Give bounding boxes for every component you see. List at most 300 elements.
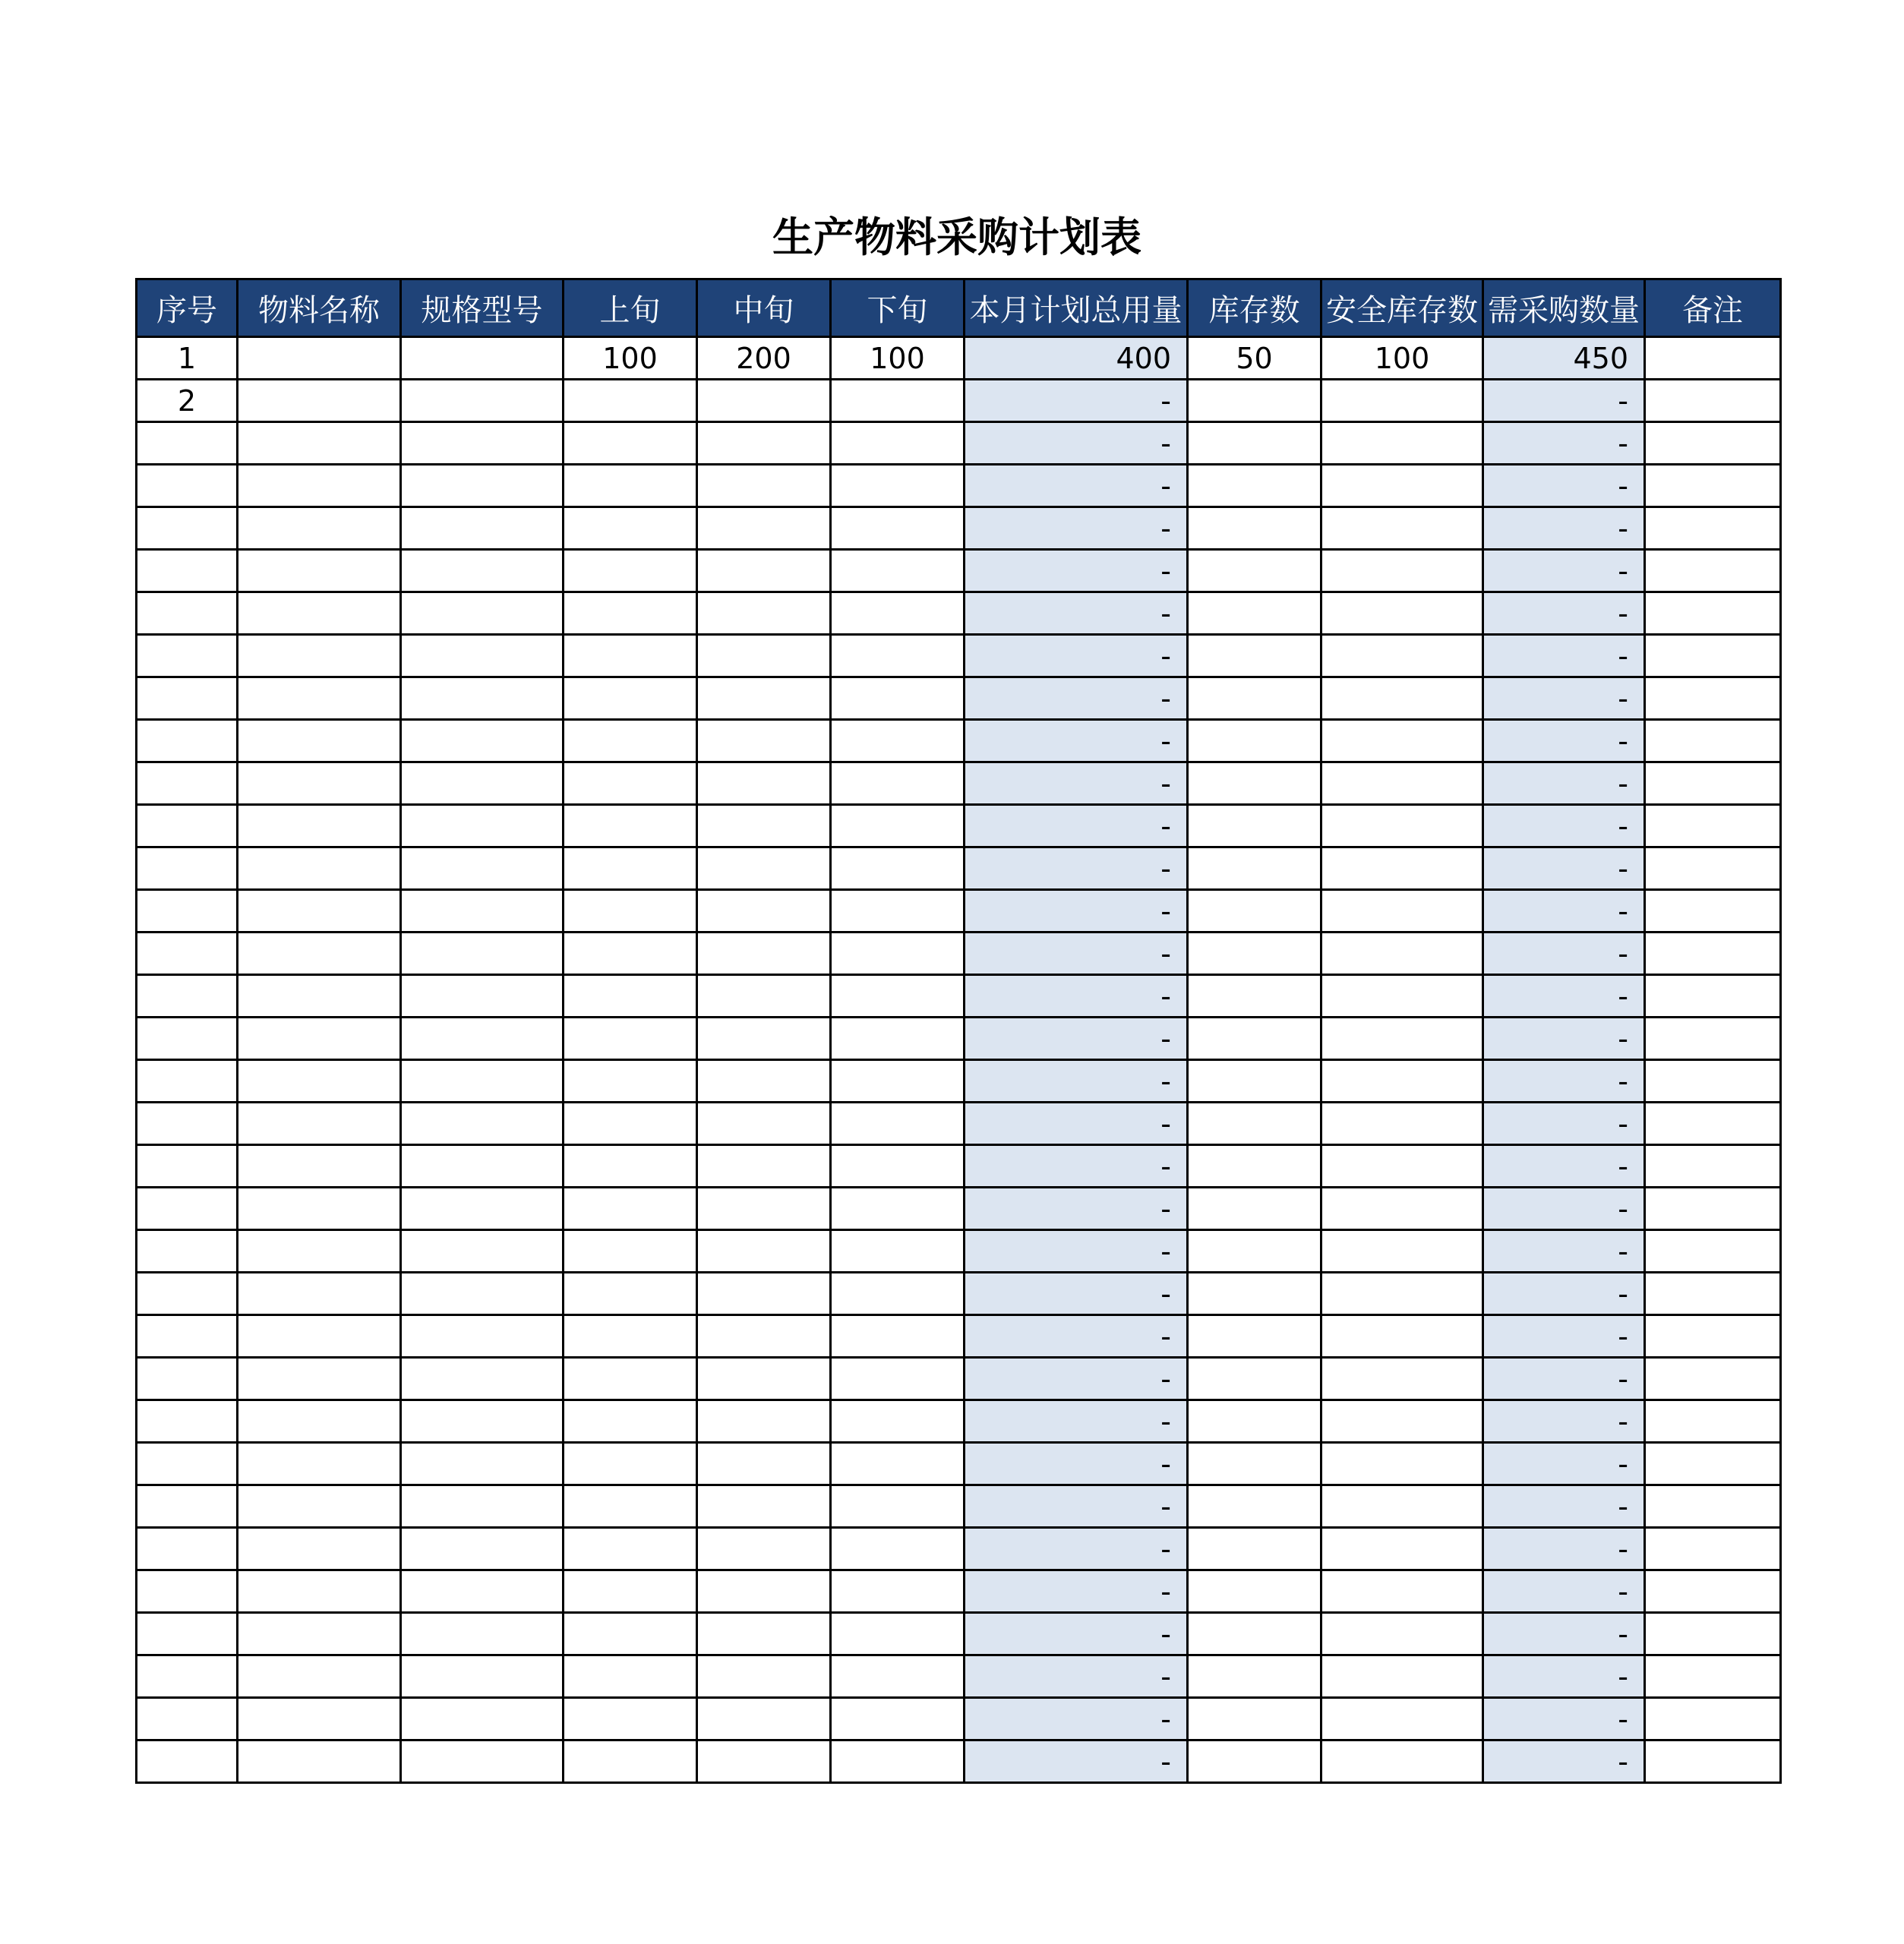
- late-month-cell[interactable]: [831, 1273, 965, 1315]
- monthly-total-cell[interactable]: -: [965, 635, 1188, 677]
- late-month-cell[interactable]: [831, 1698, 965, 1740]
- safety-stock-cell[interactable]: [1321, 1528, 1483, 1570]
- early-month-cell[interactable]: [564, 550, 697, 592]
- purchase-qty-cell[interactable]: -: [1483, 1485, 1645, 1528]
- spec-model-cell[interactable]: [401, 380, 564, 422]
- mid-month-cell[interactable]: [697, 1400, 831, 1443]
- monthly-total-cell[interactable]: -: [965, 1358, 1188, 1400]
- spec-model-cell[interactable]: [401, 975, 564, 1018]
- index-cell[interactable]: [137, 422, 238, 465]
- stock-cell[interactable]: [1188, 465, 1321, 507]
- spec-model-cell[interactable]: [401, 550, 564, 592]
- monthly-total-cell[interactable]: -: [965, 465, 1188, 507]
- purchase-qty-cell[interactable]: -: [1483, 975, 1645, 1018]
- index-cell[interactable]: [137, 933, 238, 975]
- stock-cell[interactable]: [1188, 975, 1321, 1018]
- safety-stock-cell[interactable]: [1321, 762, 1483, 805]
- index-cell[interactable]: [137, 1103, 238, 1145]
- spec-model-cell[interactable]: [401, 1570, 564, 1613]
- mid-month-cell[interactable]: [697, 933, 831, 975]
- mid-month-cell[interactable]: [697, 1570, 831, 1613]
- remarks-cell[interactable]: [1645, 1698, 1781, 1740]
- safety-stock-cell[interactable]: [1321, 1230, 1483, 1273]
- early-month-cell[interactable]: 100: [564, 337, 697, 380]
- index-cell[interactable]: [137, 1315, 238, 1358]
- index-cell[interactable]: [137, 635, 238, 677]
- stock-cell[interactable]: [1188, 762, 1321, 805]
- purchase-qty-cell[interactable]: -: [1483, 1740, 1645, 1783]
- safety-stock-cell[interactable]: [1321, 635, 1483, 677]
- monthly-total-cell[interactable]: -: [965, 1485, 1188, 1528]
- safety-stock-cell[interactable]: [1321, 720, 1483, 762]
- material-name-cell[interactable]: [238, 1273, 401, 1315]
- early-month-cell[interactable]: [564, 1103, 697, 1145]
- mid-month-cell[interactable]: [697, 847, 831, 890]
- stock-cell[interactable]: [1188, 1443, 1321, 1485]
- spec-model-cell[interactable]: [401, 933, 564, 975]
- index-cell[interactable]: [137, 975, 238, 1018]
- index-cell[interactable]: 2: [137, 380, 238, 422]
- monthly-total-cell[interactable]: -: [965, 1315, 1188, 1358]
- remarks-cell[interactable]: [1645, 1400, 1781, 1443]
- index-cell[interactable]: [137, 1698, 238, 1740]
- monthly-total-cell[interactable]: -: [965, 1103, 1188, 1145]
- monthly-total-cell[interactable]: -: [965, 1230, 1188, 1273]
- early-month-cell[interactable]: [564, 762, 697, 805]
- monthly-total-cell[interactable]: -: [965, 592, 1188, 635]
- spec-model-cell[interactable]: [401, 1230, 564, 1273]
- late-month-cell[interactable]: [831, 507, 965, 550]
- monthly-total-cell[interactable]: -: [965, 677, 1188, 720]
- remarks-cell[interactable]: [1645, 762, 1781, 805]
- index-cell[interactable]: [137, 847, 238, 890]
- index-cell[interactable]: [137, 1060, 238, 1103]
- stock-cell[interactable]: [1188, 1655, 1321, 1698]
- monthly-total-cell[interactable]: -: [965, 1613, 1188, 1655]
- material-name-cell[interactable]: [238, 635, 401, 677]
- remarks-cell[interactable]: [1645, 1655, 1781, 1698]
- safety-stock-cell[interactable]: 100: [1321, 337, 1483, 380]
- purchase-qty-cell[interactable]: -: [1483, 507, 1645, 550]
- index-cell[interactable]: [137, 1145, 238, 1188]
- material-name-cell[interactable]: [238, 933, 401, 975]
- early-month-cell[interactable]: [564, 380, 697, 422]
- late-month-cell[interactable]: [831, 1103, 965, 1145]
- late-month-cell[interactable]: [831, 1358, 965, 1400]
- purchase-qty-cell[interactable]: -: [1483, 422, 1645, 465]
- early-month-cell[interactable]: [564, 1230, 697, 1273]
- late-month-cell[interactable]: [831, 1740, 965, 1783]
- mid-month-cell[interactable]: [697, 1145, 831, 1188]
- late-month-cell[interactable]: 100: [831, 337, 965, 380]
- monthly-total-cell[interactable]: -: [965, 805, 1188, 847]
- early-month-cell[interactable]: [564, 1485, 697, 1528]
- stock-cell[interactable]: [1188, 890, 1321, 933]
- spec-model-cell[interactable]: [401, 1400, 564, 1443]
- monthly-total-cell[interactable]: -: [965, 380, 1188, 422]
- remarks-cell[interactable]: [1645, 1358, 1781, 1400]
- early-month-cell[interactable]: [564, 1145, 697, 1188]
- monthly-total-cell[interactable]: -: [965, 422, 1188, 465]
- purchase-qty-cell[interactable]: -: [1483, 1570, 1645, 1613]
- remarks-cell[interactable]: [1645, 635, 1781, 677]
- material-name-cell[interactable]: [238, 762, 401, 805]
- index-cell[interactable]: [137, 1273, 238, 1315]
- purchase-qty-cell[interactable]: -: [1483, 1273, 1645, 1315]
- safety-stock-cell[interactable]: [1321, 550, 1483, 592]
- late-month-cell[interactable]: [831, 1400, 965, 1443]
- material-name-cell[interactable]: [238, 422, 401, 465]
- monthly-total-cell[interactable]: -: [965, 1570, 1188, 1613]
- purchase-qty-cell[interactable]: -: [1483, 1655, 1645, 1698]
- safety-stock-cell[interactable]: [1321, 975, 1483, 1018]
- purchase-qty-cell[interactable]: -: [1483, 1358, 1645, 1400]
- safety-stock-cell[interactable]: [1321, 1358, 1483, 1400]
- remarks-cell[interactable]: [1645, 422, 1781, 465]
- late-month-cell[interactable]: [831, 1485, 965, 1528]
- remarks-cell[interactable]: [1645, 677, 1781, 720]
- spec-model-cell[interactable]: [401, 422, 564, 465]
- late-month-cell[interactable]: [831, 805, 965, 847]
- spec-model-cell[interactable]: [401, 1060, 564, 1103]
- purchase-qty-cell[interactable]: -: [1483, 847, 1645, 890]
- early-month-cell[interactable]: [564, 1315, 697, 1358]
- stock-cell[interactable]: [1188, 1400, 1321, 1443]
- safety-stock-cell[interactable]: [1321, 465, 1483, 507]
- safety-stock-cell[interactable]: [1321, 1485, 1483, 1528]
- stock-cell[interactable]: [1188, 847, 1321, 890]
- purchase-qty-cell[interactable]: -: [1483, 762, 1645, 805]
- remarks-cell[interactable]: [1645, 1018, 1781, 1060]
- early-month-cell[interactable]: [564, 1613, 697, 1655]
- remarks-cell[interactable]: [1645, 1570, 1781, 1613]
- late-month-cell[interactable]: [831, 1018, 965, 1060]
- stock-cell[interactable]: [1188, 380, 1321, 422]
- stock-cell[interactable]: [1188, 1570, 1321, 1613]
- mid-month-cell[interactable]: [697, 1230, 831, 1273]
- early-month-cell[interactable]: [564, 933, 697, 975]
- safety-stock-cell[interactable]: [1321, 847, 1483, 890]
- spec-model-cell[interactable]: [401, 465, 564, 507]
- mid-month-cell[interactable]: [697, 1655, 831, 1698]
- stock-cell[interactable]: [1188, 1018, 1321, 1060]
- material-name-cell[interactable]: [238, 1230, 401, 1273]
- index-cell[interactable]: [137, 1358, 238, 1400]
- early-month-cell[interactable]: [564, 465, 697, 507]
- purchase-qty-cell[interactable]: -: [1483, 1613, 1645, 1655]
- purchase-qty-cell[interactable]: -: [1483, 1103, 1645, 1145]
- early-month-cell[interactable]: [564, 1570, 697, 1613]
- purchase-qty-cell[interactable]: -: [1483, 933, 1645, 975]
- mid-month-cell[interactable]: [697, 1528, 831, 1570]
- remarks-cell[interactable]: [1645, 933, 1781, 975]
- late-month-cell[interactable]: [831, 1188, 965, 1230]
- early-month-cell[interactable]: [564, 635, 697, 677]
- early-month-cell[interactable]: [564, 720, 697, 762]
- purchase-qty-cell[interactable]: -: [1483, 592, 1645, 635]
- remarks-cell[interactable]: [1645, 1188, 1781, 1230]
- spec-model-cell[interactable]: [401, 890, 564, 933]
- safety-stock-cell[interactable]: [1321, 380, 1483, 422]
- mid-month-cell[interactable]: [697, 1613, 831, 1655]
- mid-month-cell[interactable]: [697, 975, 831, 1018]
- stock-cell[interactable]: [1188, 1273, 1321, 1315]
- mid-month-cell[interactable]: [697, 550, 831, 592]
- remarks-cell[interactable]: [1645, 1485, 1781, 1528]
- index-cell[interactable]: [137, 1528, 238, 1570]
- safety-stock-cell[interactable]: [1321, 507, 1483, 550]
- material-name-cell[interactable]: [238, 1528, 401, 1570]
- spec-model-cell[interactable]: [401, 1188, 564, 1230]
- remarks-cell[interactable]: [1645, 380, 1781, 422]
- monthly-total-cell[interactable]: -: [965, 1528, 1188, 1570]
- index-cell[interactable]: [137, 1400, 238, 1443]
- purchase-qty-cell[interactable]: -: [1483, 1230, 1645, 1273]
- monthly-total-cell[interactable]: -: [965, 847, 1188, 890]
- remarks-cell[interactable]: [1645, 465, 1781, 507]
- index-cell[interactable]: [137, 1485, 238, 1528]
- late-month-cell[interactable]: [831, 635, 965, 677]
- mid-month-cell[interactable]: 200: [697, 337, 831, 380]
- remarks-cell[interactable]: [1645, 1613, 1781, 1655]
- material-name-cell[interactable]: [238, 1400, 401, 1443]
- early-month-cell[interactable]: [564, 1528, 697, 1570]
- remarks-cell[interactable]: [1645, 592, 1781, 635]
- early-month-cell[interactable]: [564, 677, 697, 720]
- remarks-cell[interactable]: [1645, 720, 1781, 762]
- mid-month-cell[interactable]: [697, 1273, 831, 1315]
- mid-month-cell[interactable]: [697, 465, 831, 507]
- remarks-cell[interactable]: [1645, 1443, 1781, 1485]
- stock-cell[interactable]: [1188, 933, 1321, 975]
- index-cell[interactable]: [137, 507, 238, 550]
- material-name-cell[interactable]: [238, 1103, 401, 1145]
- safety-stock-cell[interactable]: [1321, 933, 1483, 975]
- mid-month-cell[interactable]: [697, 677, 831, 720]
- monthly-total-cell[interactable]: -: [965, 890, 1188, 933]
- late-month-cell[interactable]: [831, 1230, 965, 1273]
- purchase-qty-cell[interactable]: -: [1483, 1315, 1645, 1358]
- remarks-cell[interactable]: [1645, 550, 1781, 592]
- safety-stock-cell[interactable]: [1321, 422, 1483, 465]
- spec-model-cell[interactable]: [401, 1655, 564, 1698]
- stock-cell[interactable]: [1188, 1528, 1321, 1570]
- remarks-cell[interactable]: [1645, 805, 1781, 847]
- mid-month-cell[interactable]: [697, 720, 831, 762]
- late-month-cell[interactable]: [831, 380, 965, 422]
- mid-month-cell[interactable]: [697, 507, 831, 550]
- material-name-cell[interactable]: [238, 975, 401, 1018]
- index-cell[interactable]: 1: [137, 337, 238, 380]
- stock-cell[interactable]: [1188, 1103, 1321, 1145]
- early-month-cell[interactable]: [564, 1655, 697, 1698]
- mid-month-cell[interactable]: [697, 1060, 831, 1103]
- early-month-cell[interactable]: [564, 1443, 697, 1485]
- index-cell[interactable]: [137, 1570, 238, 1613]
- monthly-total-cell[interactable]: -: [965, 507, 1188, 550]
- early-month-cell[interactable]: [564, 1698, 697, 1740]
- monthly-total-cell[interactable]: -: [965, 1273, 1188, 1315]
- early-month-cell[interactable]: [564, 847, 697, 890]
- late-month-cell[interactable]: [831, 592, 965, 635]
- mid-month-cell[interactable]: [697, 1018, 831, 1060]
- early-month-cell[interactable]: [564, 507, 697, 550]
- safety-stock-cell[interactable]: [1321, 1443, 1483, 1485]
- purchase-qty-cell[interactable]: -: [1483, 380, 1645, 422]
- spec-model-cell[interactable]: [401, 635, 564, 677]
- monthly-total-cell[interactable]: -: [965, 762, 1188, 805]
- mid-month-cell[interactable]: [697, 422, 831, 465]
- index-cell[interactable]: [137, 550, 238, 592]
- safety-stock-cell[interactable]: [1321, 1570, 1483, 1613]
- mid-month-cell[interactable]: [697, 890, 831, 933]
- index-cell[interactable]: [137, 1740, 238, 1783]
- purchase-qty-cell[interactable]: -: [1483, 465, 1645, 507]
- index-cell[interactable]: [137, 720, 238, 762]
- remarks-cell[interactable]: [1645, 1273, 1781, 1315]
- material-name-cell[interactable]: [238, 1145, 401, 1188]
- spec-model-cell[interactable]: [401, 1698, 564, 1740]
- purchase-qty-cell[interactable]: -: [1483, 805, 1645, 847]
- safety-stock-cell[interactable]: [1321, 1698, 1483, 1740]
- late-month-cell[interactable]: [831, 762, 965, 805]
- late-month-cell[interactable]: [831, 933, 965, 975]
- late-month-cell[interactable]: [831, 1613, 965, 1655]
- index-cell[interactable]: [137, 762, 238, 805]
- index-cell[interactable]: [137, 805, 238, 847]
- material-name-cell[interactable]: [238, 1060, 401, 1103]
- stock-cell[interactable]: [1188, 635, 1321, 677]
- monthly-total-cell[interactable]: -: [965, 720, 1188, 762]
- mid-month-cell[interactable]: [697, 1315, 831, 1358]
- remarks-cell[interactable]: [1645, 1060, 1781, 1103]
- monthly-total-cell[interactable]: -: [965, 1060, 1188, 1103]
- material-name-cell[interactable]: [238, 380, 401, 422]
- index-cell[interactable]: [137, 677, 238, 720]
- early-month-cell[interactable]: [564, 1188, 697, 1230]
- safety-stock-cell[interactable]: [1321, 1315, 1483, 1358]
- stock-cell[interactable]: 50: [1188, 337, 1321, 380]
- early-month-cell[interactable]: [564, 1740, 697, 1783]
- material-name-cell[interactable]: [238, 1188, 401, 1230]
- mid-month-cell[interactable]: [697, 1443, 831, 1485]
- stock-cell[interactable]: [1188, 422, 1321, 465]
- early-month-cell[interactable]: [564, 1060, 697, 1103]
- late-month-cell[interactable]: [831, 1443, 965, 1485]
- purchase-qty-cell[interactable]: -: [1483, 677, 1645, 720]
- purchase-qty-cell[interactable]: -: [1483, 1443, 1645, 1485]
- spec-model-cell[interactable]: [401, 507, 564, 550]
- late-month-cell[interactable]: [831, 1060, 965, 1103]
- early-month-cell[interactable]: [564, 890, 697, 933]
- late-month-cell[interactable]: [831, 677, 965, 720]
- index-cell[interactable]: [137, 1188, 238, 1230]
- remarks-cell[interactable]: [1645, 1145, 1781, 1188]
- purchase-qty-cell[interactable]: -: [1483, 1018, 1645, 1060]
- purchase-qty-cell[interactable]: -: [1483, 720, 1645, 762]
- material-name-cell[interactable]: [238, 1358, 401, 1400]
- safety-stock-cell[interactable]: [1321, 1103, 1483, 1145]
- material-name-cell[interactable]: [238, 1018, 401, 1060]
- early-month-cell[interactable]: [564, 1400, 697, 1443]
- stock-cell[interactable]: [1188, 592, 1321, 635]
- stock-cell[interactable]: [1188, 720, 1321, 762]
- remarks-cell[interactable]: [1645, 1528, 1781, 1570]
- stock-cell[interactable]: [1188, 1060, 1321, 1103]
- material-name-cell[interactable]: [238, 890, 401, 933]
- purchase-qty-cell[interactable]: 450: [1483, 337, 1645, 380]
- remarks-cell[interactable]: [1645, 1230, 1781, 1273]
- material-name-cell[interactable]: [238, 507, 401, 550]
- spec-model-cell[interactable]: [401, 1443, 564, 1485]
- late-month-cell[interactable]: [831, 720, 965, 762]
- monthly-total-cell[interactable]: -: [965, 1145, 1188, 1188]
- mid-month-cell[interactable]: [697, 1358, 831, 1400]
- spec-model-cell[interactable]: [401, 1273, 564, 1315]
- early-month-cell[interactable]: [564, 975, 697, 1018]
- monthly-total-cell[interactable]: -: [965, 1188, 1188, 1230]
- mid-month-cell[interactable]: [697, 1698, 831, 1740]
- stock-cell[interactable]: [1188, 1188, 1321, 1230]
- stock-cell[interactable]: [1188, 1358, 1321, 1400]
- stock-cell[interactable]: [1188, 1613, 1321, 1655]
- mid-month-cell[interactable]: [697, 1188, 831, 1230]
- material-name-cell[interactable]: [238, 337, 401, 380]
- spec-model-cell[interactable]: [401, 1485, 564, 1528]
- monthly-total-cell[interactable]: -: [965, 933, 1188, 975]
- material-name-cell[interactable]: [238, 592, 401, 635]
- material-name-cell[interactable]: [238, 720, 401, 762]
- stock-cell[interactable]: [1188, 1230, 1321, 1273]
- remarks-cell[interactable]: [1645, 1315, 1781, 1358]
- purchase-qty-cell[interactable]: -: [1483, 890, 1645, 933]
- stock-cell[interactable]: [1188, 1145, 1321, 1188]
- purchase-qty-cell[interactable]: -: [1483, 1188, 1645, 1230]
- spec-model-cell[interactable]: [401, 1613, 564, 1655]
- spec-model-cell[interactable]: [401, 337, 564, 380]
- material-name-cell[interactable]: [238, 1740, 401, 1783]
- remarks-cell[interactable]: [1645, 507, 1781, 550]
- monthly-total-cell[interactable]: -: [965, 550, 1188, 592]
- monthly-total-cell[interactable]: -: [965, 1698, 1188, 1740]
- spec-model-cell[interactable]: [401, 1018, 564, 1060]
- material-name-cell[interactable]: [238, 677, 401, 720]
- safety-stock-cell[interactable]: [1321, 677, 1483, 720]
- mid-month-cell[interactable]: [697, 762, 831, 805]
- purchase-qty-cell[interactable]: -: [1483, 1400, 1645, 1443]
- remarks-cell[interactable]: [1645, 847, 1781, 890]
- spec-model-cell[interactable]: [401, 1358, 564, 1400]
- spec-model-cell[interactable]: [401, 1145, 564, 1188]
- stock-cell[interactable]: [1188, 1698, 1321, 1740]
- mid-month-cell[interactable]: [697, 1740, 831, 1783]
- monthly-total-cell[interactable]: -: [965, 1740, 1188, 1783]
- material-name-cell[interactable]: [238, 1655, 401, 1698]
- late-month-cell[interactable]: [831, 847, 965, 890]
- safety-stock-cell[interactable]: [1321, 890, 1483, 933]
- mid-month-cell[interactable]: [697, 380, 831, 422]
- safety-stock-cell[interactable]: [1321, 1740, 1483, 1783]
- spec-model-cell[interactable]: [401, 805, 564, 847]
- late-month-cell[interactable]: [831, 1315, 965, 1358]
- safety-stock-cell[interactable]: [1321, 1273, 1483, 1315]
- early-month-cell[interactable]: [564, 1358, 697, 1400]
- early-month-cell[interactable]: [564, 422, 697, 465]
- remarks-cell[interactable]: [1645, 337, 1781, 380]
- late-month-cell[interactable]: [831, 422, 965, 465]
- index-cell[interactable]: [137, 1655, 238, 1698]
- safety-stock-cell[interactable]: [1321, 1145, 1483, 1188]
